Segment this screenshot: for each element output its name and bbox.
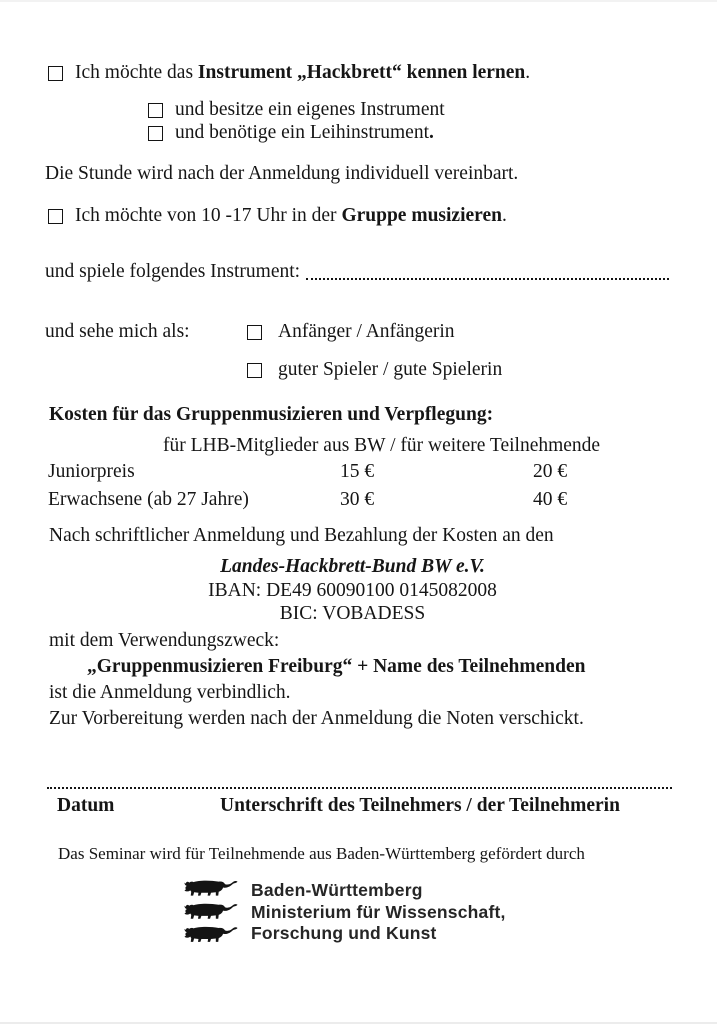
ministry-logo-text: [251, 880, 506, 945]
checkbox-loan-instrument[interactable]: [148, 126, 163, 141]
costs-heading: Kosten für das Gruppenmusizieren und Verpflegung:: [49, 404, 494, 425]
checkbox-beginner[interactable]: [247, 325, 262, 340]
purpose-label: mit dem Verwendungszweck:: [49, 630, 280, 651]
checkbox-advanced[interactable]: [247, 363, 262, 378]
self-assessment-label: und sehe mich als:: [45, 321, 190, 342]
logo-line-2: Ministerium für Wissenschaft,: [251, 901, 506, 922]
costs-row-junior-member-price: 15 €: [340, 461, 375, 482]
instrument-label: und spiele folgendes Instrument:: [45, 261, 301, 282]
checkbox-learn-instrument[interactable]: [48, 66, 63, 81]
option-learn-instrument-label: Ich möchte das Instrument „Hackbrett“ kennen lernen.: [75, 62, 531, 83]
option-advanced: [247, 359, 502, 381]
binding-note: ist die Anmeldung verbindlich.: [49, 682, 291, 703]
costs-row-junior-other-price: 20 €: [533, 461, 568, 482]
instrument-line: [45, 261, 669, 283]
logo-line-1: Baden-Württemberg: [251, 880, 423, 900]
three-lions-icon: [184, 880, 238, 946]
purpose-value: „Gruppenmusizieren Freiburg“ + Name des Teilnehmenden: [87, 656, 586, 677]
option-loan-instrument: [148, 122, 673, 144]
option-loan-instrument-label: und benötige ein Leihinstrument.: [175, 122, 434, 143]
preparation-note: Zur Vorbereitung werden nach der Anmeldung die Noten verschickt.: [49, 708, 584, 729]
checkbox-own-instrument[interactable]: [148, 103, 163, 118]
option-own-instrument: [148, 99, 673, 121]
signature-label: Unterschrift des Teilnehmers / der Teilnehmerin: [220, 795, 620, 816]
costs-row-adult-label: Erwachsene (ab 27 Jahre): [48, 489, 249, 510]
payment-recipient: Landes-Hackbrett-Bund BW e.V.: [220, 556, 485, 577]
signature-line[interactable]: [47, 780, 672, 789]
option-learn-instrument: [48, 62, 673, 84]
funding-note: Das Seminar wird für Teilnehmende aus Baden-Württemberg gefördert durch: [58, 844, 585, 863]
individual-appointment-note: Die Stunde wird nach der Anmeldung individuell vereinbart.: [45, 163, 519, 184]
option-beginner-label: Anfänger / Anfängerin: [278, 321, 455, 342]
option-own-instrument-label: und besitze ein eigenes Instrument: [175, 99, 445, 120]
option-group-music-label: Ich möchte von 10 -17 Uhr in der Gruppe musizieren.: [75, 205, 507, 226]
costs-row-adult-member-price: 30 €: [340, 489, 375, 510]
payment-bic: BIC: VOBADESS: [279, 603, 426, 624]
costs-columns-header: für LHB-Mitglieder aus BW / für weitere Teilnehmende: [163, 435, 601, 456]
option-group-music: [48, 205, 673, 227]
logo-line-3: Forschung und Kunst: [251, 923, 437, 943]
payment-iban: IBAN: DE49 60090100 0145082008: [208, 579, 497, 601]
option-advanced-label: guter Spieler / gute Spielerin: [278, 359, 503, 380]
ministry-logo: [184, 880, 506, 946]
costs-row-adult-other-price: 40 €: [533, 489, 568, 510]
instrument-input-line[interactable]: [306, 263, 669, 280]
checkbox-group-music[interactable]: [48, 209, 63, 224]
option-beginner: [247, 321, 455, 343]
payment-intro: Nach schriftlicher Anmeldung und Bezahlung der Kosten an den: [49, 525, 554, 546]
costs-row-junior-label: Juniorpreis: [48, 461, 135, 482]
date-label: Datum: [57, 795, 115, 816]
payment-details: [40, 555, 665, 626]
